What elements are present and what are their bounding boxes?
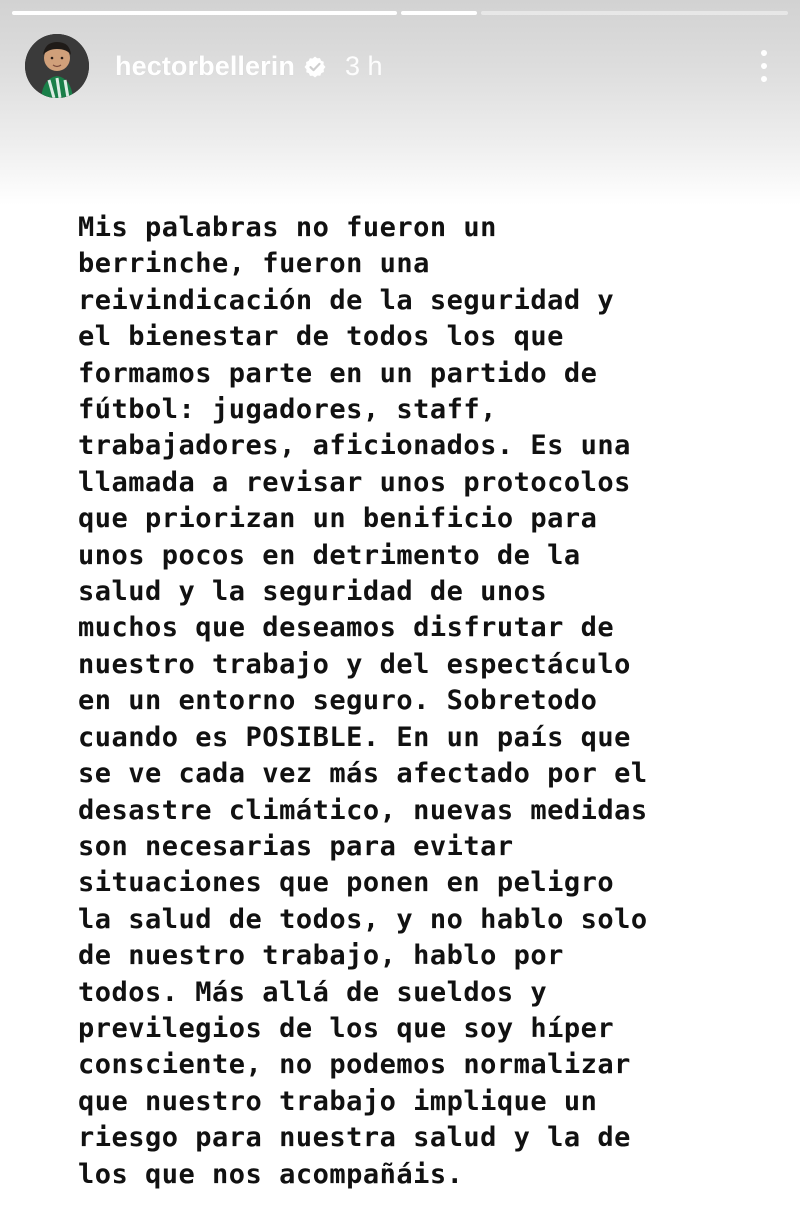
verified-badge-icon (303, 55, 327, 79)
progress-segment-2 (401, 11, 477, 15)
more-vertical-icon-dot-3 (761, 76, 767, 82)
story-progress-bars (12, 11, 788, 15)
progress-fill-active (401, 11, 477, 15)
story-header (25, 31, 775, 101)
progress-segment-3 (481, 11, 788, 15)
avatar[interactable] (25, 34, 89, 98)
progress-fill (12, 11, 397, 15)
progress-segment-1 (12, 11, 397, 15)
more-vertical-icon-dot-2 (761, 63, 767, 69)
more-options-button[interactable] (753, 45, 775, 87)
more-vertical-icon-dot-1 (761, 50, 767, 56)
story-text: Mis palabras no fueron un berrinche, fueron una reivindicación de la seguridad y el bienestar de todos los que formamos parte en un partido de fútbol: jugadores, staff, trabajadores, aficionados. Es una llamada a revisar unos protocolos que priorizan un benificio para unos pocos en detrimento de la salud y la seguridad de unos muchos que deseamos disfrutar de nuestro trabajo y del espectáculo en un entorno seguro. Sobretodo cuando es POSIBLE. En un país que se ve cada vez más afectado por el desastre climático, nuevas medidas son necesarias para evitar situaciones que ponen en peligro la salud de todos, y no hablo solo de nuestro trabajo, hablo por todos. Más allá de sueldos y previlegios de los que soy híper consciente, no podemos normalizar que nuestro trabajo implique un riesgo para nuestra salud y la de los que nos acompañáis. (78, 212, 648, 1190)
story-time: 3 h (344, 50, 383, 81)
story-username[interactable]: hectorbellerin (115, 50, 295, 81)
